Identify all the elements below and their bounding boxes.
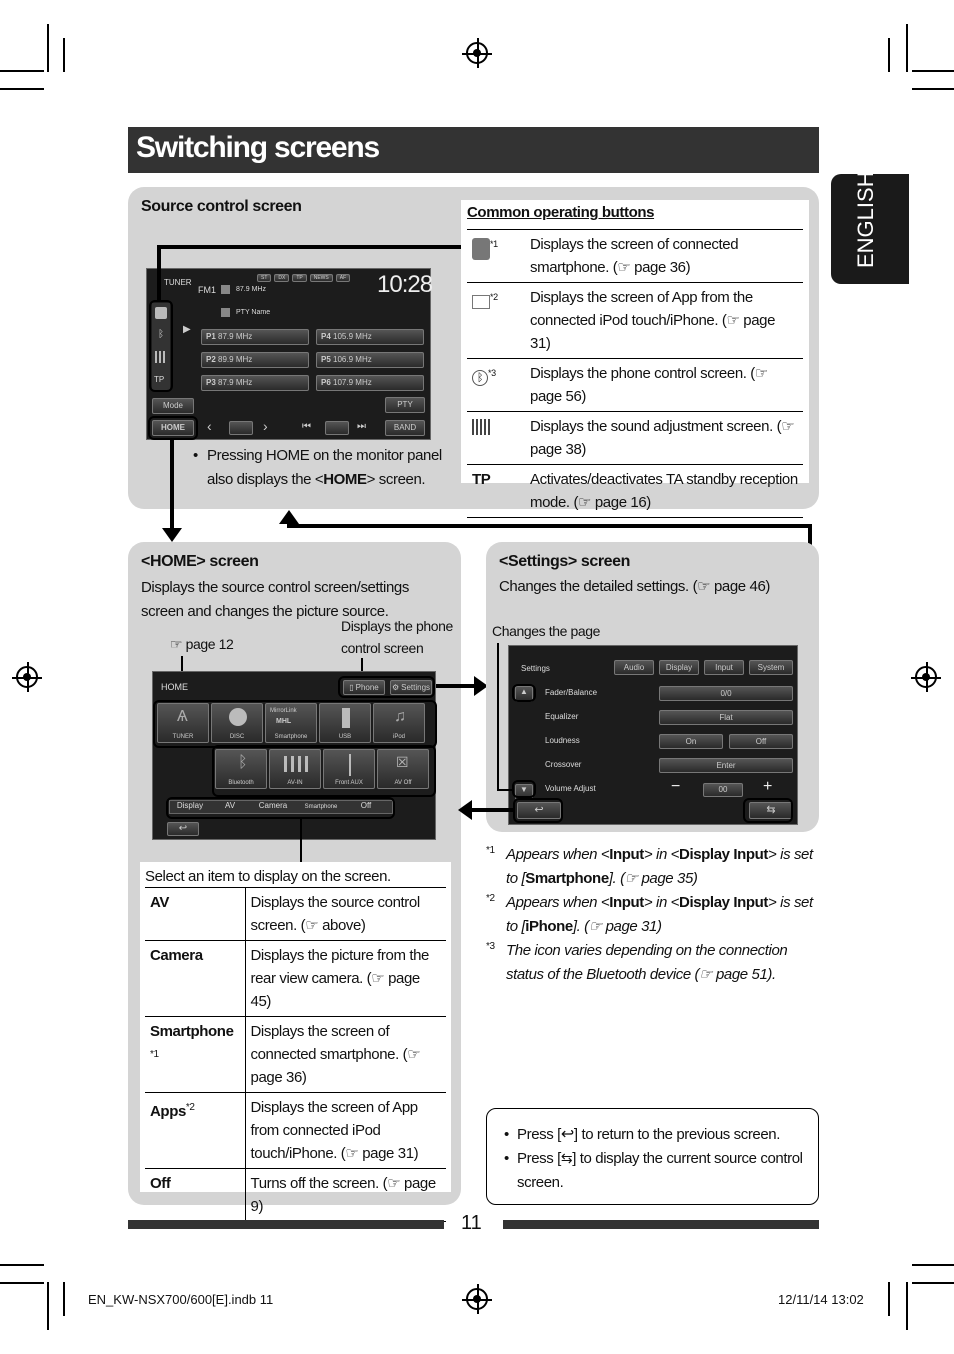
crop-mark bbox=[912, 1264, 954, 1266]
frequency-label: 87.9 MHz bbox=[236, 286, 266, 293]
crop-mark bbox=[63, 38, 65, 72]
flow-line bbox=[157, 245, 461, 249]
icon-cell bbox=[467, 283, 525, 359]
registration-mark-icon bbox=[466, 1288, 488, 1310]
setting-label: Crossover bbox=[545, 760, 582, 769]
icon-cell bbox=[467, 412, 525, 465]
home-button[interactable]: HOME bbox=[152, 420, 194, 436]
arrow-left-icon bbox=[458, 800, 472, 820]
description-cell: Displays the screen of App from the connected iPod touch/iPhone. (☞ page 31) bbox=[525, 283, 803, 359]
source-control-heading: Source control screen bbox=[141, 198, 302, 215]
crop-mark bbox=[888, 38, 890, 72]
front-aux-tile[interactable]: Front AUX bbox=[323, 749, 375, 789]
bullet-dot: • bbox=[504, 1150, 509, 1167]
crop-mark bbox=[0, 70, 44, 72]
option-key: Apps$^{*2}$ bbox=[145, 1093, 245, 1169]
volume-value: 00 bbox=[703, 783, 743, 797]
preset-button[interactable]: P2 89.9 MHz bbox=[201, 352, 309, 368]
crop-mark bbox=[906, 24, 908, 72]
page-reference: ☞ page 12 bbox=[170, 636, 234, 652]
footnote: *1 Appears when <Input> in <Display Input> is set to [Smartphone]. (☞ page 35) bbox=[486, 845, 813, 887]
list-icon[interactable] bbox=[229, 421, 253, 435]
phone-note: Displays the phone control screen bbox=[341, 618, 453, 656]
tune-icon[interactable] bbox=[325, 421, 349, 435]
setting-value[interactable]: Off bbox=[729, 734, 793, 749]
crop-mark bbox=[63, 1282, 65, 1316]
page-up-icon[interactable]: ▲ bbox=[515, 686, 533, 702]
table-row bbox=[467, 465, 803, 518]
home-heading: <HOME> screen bbox=[141, 553, 259, 570]
title-bar bbox=[128, 127, 819, 173]
av-option[interactable]: AV bbox=[224, 801, 236, 810]
crop-mark bbox=[912, 88, 954, 90]
settings-heading: <Settings> screen bbox=[499, 553, 631, 570]
status-flags bbox=[257, 274, 350, 282]
crop-mark bbox=[888, 1282, 890, 1316]
band-button[interactable]: BAND bbox=[385, 420, 425, 436]
table-row bbox=[145, 888, 446, 941]
option-key: Smartphone $^{*1}$ bbox=[145, 1017, 245, 1093]
setting-value[interactable]: 0/0 bbox=[659, 686, 793, 701]
setting-label: Volume Adjust bbox=[545, 784, 596, 793]
press-box bbox=[486, 1108, 819, 1205]
mirrorlink-label: MirrorLink bbox=[270, 708, 297, 714]
highlight-phone-settings bbox=[338, 676, 435, 698]
flow-line bbox=[436, 684, 474, 688]
off-option[interactable]: Off bbox=[360, 801, 372, 810]
table-row bbox=[145, 941, 446, 1017]
settings-description: Changes the detailed settings. (☞ page 46) bbox=[499, 578, 770, 595]
option-value: Displays the picture from the rear view camera. (☞ page 45) bbox=[245, 941, 446, 1017]
footnotes bbox=[486, 843, 816, 987]
mhl-label: MHL bbox=[276, 718, 292, 725]
close-icon: ☒ bbox=[396, 754, 409, 770]
preset-icon bbox=[221, 285, 230, 294]
tp-label: TP bbox=[467, 465, 525, 518]
smartphone-option[interactable]: Smartphone bbox=[304, 804, 338, 810]
option-value: Turns off the screen. (☞ page 9) bbox=[245, 1169, 446, 1222]
page-down-icon[interactable]: ▼ bbox=[515, 784, 533, 800]
display-options-table bbox=[145, 887, 446, 1222]
source-screen-icon: ⇆ bbox=[560, 1150, 573, 1166]
bluetooth-tile[interactable]: ᛒ Bluetooth bbox=[215, 749, 267, 789]
flag-badge: DX bbox=[274, 274, 289, 282]
flow-line bbox=[287, 524, 812, 528]
highlight-display-bar bbox=[166, 797, 395, 819]
option-key: Off bbox=[145, 1169, 245, 1222]
camera-option[interactable]: Camera bbox=[258, 801, 288, 810]
option-value: Displays the source control screen. (☞ above) bbox=[245, 888, 446, 941]
band-label: FM1 bbox=[198, 285, 216, 295]
tuner-antenna-icon: Ѧ bbox=[177, 708, 188, 725]
flow-line bbox=[472, 808, 514, 812]
source-screen-icon[interactable]: ⇆ bbox=[749, 802, 793, 819]
pty-icon bbox=[221, 308, 230, 317]
next-icon[interactable]: › bbox=[263, 418, 268, 434]
av-off-tile[interactable]: ☒ AV Off bbox=[377, 749, 429, 789]
table-row bbox=[467, 283, 803, 359]
preset-button[interactable]: P5 106.9 MHz bbox=[316, 352, 424, 368]
table-row bbox=[145, 1169, 446, 1222]
back-icon[interactable]: ↩ bbox=[167, 822, 199, 836]
skip-back-icon[interactable]: ⏮ bbox=[302, 421, 311, 432]
crop-mark bbox=[47, 1282, 49, 1330]
back-icon[interactable]: ↩ bbox=[517, 802, 561, 819]
option-value: Displays the screen of App from connected iPod touch/iPhone. (☞ page 31) bbox=[245, 1093, 446, 1169]
disc-tile[interactable]: DISC bbox=[211, 703, 263, 743]
smartphone-icon bbox=[472, 238, 490, 260]
footer-file: EN_KW-NSX700/600[E].indb 11 bbox=[88, 1292, 274, 1307]
registration-mark-icon bbox=[915, 666, 937, 688]
tab-system[interactable]: System bbox=[749, 660, 793, 675]
option-value: Displays the screen of connected smartphone. (☞ page 36) bbox=[245, 1017, 446, 1093]
footer-bar bbox=[128, 1220, 444, 1229]
tuner-label: TUNER bbox=[164, 278, 192, 287]
bluetooth-icon: ᛒ bbox=[472, 370, 488, 386]
usb-tile[interactable]: USB bbox=[319, 703, 371, 743]
flag-badge: ST bbox=[257, 274, 271, 282]
crop-mark bbox=[0, 1264, 44, 1266]
callout-line bbox=[497, 643, 499, 791]
bullet-dot: • bbox=[193, 447, 198, 464]
pty-search-button[interactable]: PTY bbox=[385, 397, 425, 413]
tuner-tile[interactable]: Ѧ TUNER bbox=[157, 703, 209, 743]
arrow-down-icon bbox=[162, 528, 182, 542]
minus-icon[interactable]: − bbox=[671, 778, 681, 795]
footer-date: 12/11/14 13:02 bbox=[778, 1292, 864, 1307]
preset-button[interactable]: P4 105.9 MHz bbox=[316, 329, 424, 345]
setting-value[interactable]: Flat bbox=[659, 710, 793, 725]
tab-audio[interactable]: Audio bbox=[614, 660, 654, 675]
tp-button[interactable]: TP bbox=[154, 375, 165, 384]
source-control-screenshot bbox=[146, 268, 431, 440]
common-buttons-table bbox=[467, 229, 803, 518]
common-buttons-title: Common operating buttons bbox=[467, 204, 655, 221]
flag-badge: AF bbox=[336, 274, 350, 282]
language-tab bbox=[831, 171, 909, 284]
home-description: Displays the source control screen/settings screen and changes the picture source. bbox=[141, 579, 409, 620]
highlight-source bbox=[743, 798, 793, 823]
back-arrow-icon: ↩ bbox=[560, 1126, 574, 1143]
icon-cell bbox=[467, 359, 525, 412]
flow-line bbox=[170, 438, 174, 530]
setting-label: Loudness bbox=[545, 736, 580, 745]
note-mark: *3 bbox=[488, 368, 496, 378]
press-item: • Press [⇆] to display the current source control screen. bbox=[517, 1147, 804, 1195]
highlight-side-buttons bbox=[149, 300, 173, 392]
tab-display[interactable]: Display bbox=[659, 660, 699, 675]
highlight-sources bbox=[153, 700, 437, 748]
preset-button[interactable]: P1 87.9 MHz bbox=[201, 329, 309, 345]
setting-label: Fader/Balance bbox=[545, 688, 598, 697]
smartphone-tile[interactable]: MirrorLink MHL Smartphone bbox=[265, 703, 317, 743]
crop-mark bbox=[47, 24, 49, 72]
clock-display: 10:28 bbox=[377, 271, 433, 298]
plus-icon[interactable]: + bbox=[763, 778, 773, 795]
setting-value[interactable]: On bbox=[659, 734, 723, 749]
mode-button[interactable]: Mode bbox=[152, 398, 194, 414]
prev-icon[interactable]: ‹ bbox=[207, 418, 212, 434]
setting-value[interactable]: Enter bbox=[659, 758, 793, 773]
option-key: AV bbox=[145, 888, 245, 941]
ipod-tile[interactable]: ♫ iPod bbox=[373, 703, 425, 743]
setting-label: Equalizer bbox=[545, 712, 579, 721]
page-number: 11 bbox=[461, 1212, 482, 1234]
description-cell: Displays the sound adjustment screen. (☞ page 38) bbox=[525, 412, 803, 465]
highlight-page-buttons bbox=[512, 684, 536, 702]
settings-button[interactable]: ⚙ Settings bbox=[390, 680, 432, 695]
bluetooth-icon: ᛒ bbox=[238, 754, 248, 771]
flow-line bbox=[157, 245, 161, 302]
footer-bar bbox=[503, 1220, 819, 1229]
arrow-up-icon bbox=[279, 510, 299, 524]
press-item: • Press [↩] to return to the previous screen. bbox=[517, 1123, 804, 1147]
display-label: Display bbox=[176, 801, 204, 810]
highlight-back bbox=[513, 798, 563, 823]
source-bullet bbox=[193, 444, 455, 492]
note-mark: *1 bbox=[490, 239, 498, 249]
crop-mark bbox=[0, 1282, 44, 1284]
select-instruction: Select an item to display on the screen. bbox=[145, 868, 391, 885]
description-cell: Displays the screen of connected smartphone. (☞ page 36) bbox=[525, 230, 803, 283]
equalizer-icon bbox=[472, 419, 492, 435]
callout-line bbox=[300, 818, 302, 862]
crop-mark bbox=[906, 1282, 908, 1330]
pty-name-label: PTY Name bbox=[236, 309, 271, 316]
home-screen-title: HOME bbox=[161, 682, 188, 692]
table-row bbox=[467, 412, 803, 465]
bullet-text: Pressing HOME on the monitor panel also displays the < bbox=[207, 447, 442, 488]
bullet-bold: HOME bbox=[323, 471, 367, 488]
preset-button[interactable]: P3 87.9 MHz bbox=[201, 375, 309, 391]
tab-input[interactable]: Input bbox=[704, 660, 744, 675]
expand-arrow-icon[interactable]: ▶ bbox=[183, 324, 191, 335]
table-row bbox=[145, 1017, 446, 1093]
footnote: *2 Appears when <Input> in <Display Input> is set to [iPhone]. (☞ page 31) bbox=[486, 893, 813, 935]
music-note-icon: ♫ bbox=[394, 708, 406, 725]
preset-button[interactable]: P6 107.9 MHz bbox=[316, 375, 424, 391]
settings-screen-title: Settings bbox=[521, 664, 550, 673]
table-row bbox=[145, 1093, 446, 1169]
description-cell: Activates/deactivates TA standby reception mode. (☞ page 16) bbox=[525, 465, 803, 518]
crop-mark bbox=[0, 88, 44, 90]
bluetooth-icon[interactable]: ᛒ bbox=[158, 329, 164, 340]
registration-mark-icon bbox=[466, 42, 488, 64]
icon-cell bbox=[467, 230, 525, 283]
callout-line bbox=[497, 789, 513, 791]
note-mark: *2 bbox=[490, 292, 498, 302]
highlight-home bbox=[148, 416, 198, 440]
description-cell: Displays the phone control screen. (☞ page 56) bbox=[525, 359, 803, 412]
crop-mark bbox=[912, 1282, 954, 1284]
display-options-box bbox=[140, 862, 451, 1215]
table-row bbox=[467, 230, 803, 283]
flag-badge: TP bbox=[292, 274, 306, 282]
language-label: ENGLISH bbox=[853, 171, 878, 268]
highlight-sources bbox=[212, 745, 436, 797]
highlight-page-buttons bbox=[512, 780, 536, 798]
bullet-dot: • bbox=[504, 1126, 509, 1143]
av-in-tile[interactable]: AV-IN bbox=[269, 749, 321, 789]
footnote: *3 The icon varies depending on the connection status of the Bluetooth device (☞ page 51). bbox=[486, 941, 788, 983]
page-title: Switching screens bbox=[136, 131, 380, 164]
flag-badge: NEWS bbox=[310, 274, 333, 282]
option-key: Camera bbox=[145, 941, 245, 1017]
changes-page-note: Changes the page bbox=[492, 623, 601, 639]
registration-mark-icon bbox=[16, 666, 38, 688]
skip-forward-icon[interactable]: ⏭ bbox=[357, 421, 366, 432]
crop-mark bbox=[912, 70, 954, 72]
bullet-text: > screen. bbox=[366, 471, 426, 488]
common-buttons-box bbox=[461, 200, 809, 511]
phone-button[interactable]: ▯ Phone bbox=[343, 680, 385, 695]
table-row bbox=[467, 359, 803, 412]
apps-icon bbox=[472, 295, 490, 309]
